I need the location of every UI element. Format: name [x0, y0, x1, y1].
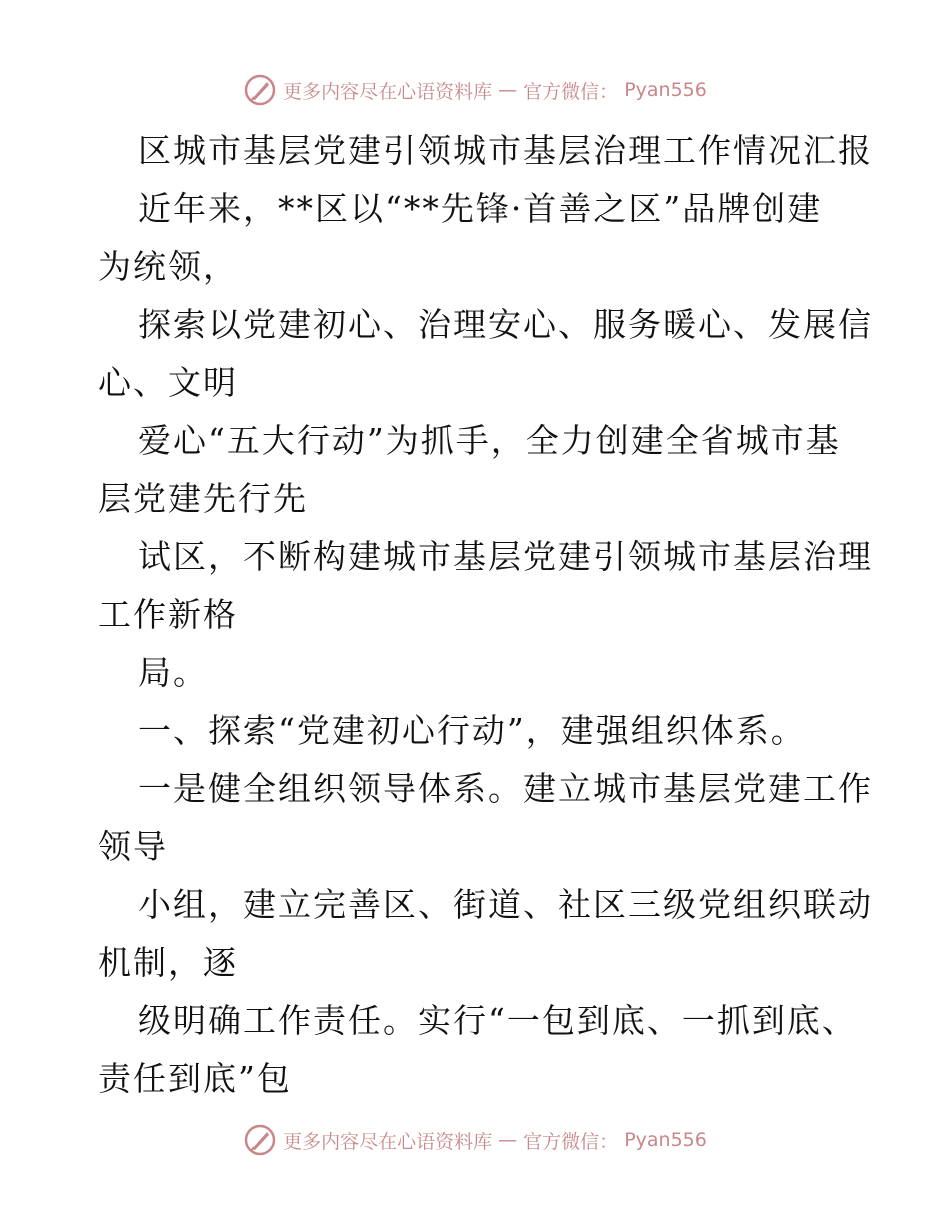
document-line: 领导 [98, 827, 168, 866]
document-line: 心、文明 [98, 363, 238, 402]
document-line: 机制，逐 [98, 943, 238, 982]
document-line: 探索以党建初心、治理安心、服务暖心、发展信 [138, 305, 873, 344]
document-line: 局。 [138, 653, 208, 692]
document-line: 近年来，**区以“**先锋·首善之区”品牌创建 [138, 189, 823, 228]
document-line: 为统领， [98, 247, 238, 286]
document-lines [98, 180, 873, 1108]
watermark-text: 更多内容尽在心语资料库 [283, 80, 493, 103]
document-line: 工作新格 [98, 595, 238, 634]
document-line: 爱心“五大行动”为抓手，全力创建全省城市基 [138, 421, 841, 460]
document-line: 小组，建立完善区、街道、社区三级党组织联动 [138, 885, 873, 924]
watermark-wechat-label: 官方微信： [523, 1130, 619, 1153]
document-line: 一是健全组织领导体系。建立城市基层党建工作 [138, 769, 873, 808]
document-line: 试区，不断构建城市基层党建引领城市基层治理 [138, 537, 873, 576]
document-title: 区城市基层党建引领城市基层治理工作情况汇报 [138, 131, 873, 170]
document-line: 层党建先行先 [98, 479, 308, 518]
watermark-handle: Pyan556 [624, 1129, 707, 1151]
watermark-separator: — [498, 79, 518, 101]
header-watermark [0, 70, 950, 110]
document-line: 一、探索“党建初心行动”，建强组织体系。 [138, 711, 806, 750]
quill-logo-icon [243, 1123, 277, 1157]
quill-logo-icon [243, 73, 277, 107]
footer-watermark [0, 1120, 950, 1160]
watermark-handle: Pyan556 [624, 79, 707, 101]
document-line: 责任到底”包 [98, 1059, 292, 1098]
watermark-wechat-label: 官方微信： [523, 80, 619, 103]
watermark-separator: — [498, 1129, 518, 1151]
document-body [98, 122, 873, 1108]
watermark-text: 更多内容尽在心语资料库 [283, 1130, 493, 1153]
document-line: 级明确工作责任。实行“一包到底、一抓到底、 [138, 1001, 857, 1040]
